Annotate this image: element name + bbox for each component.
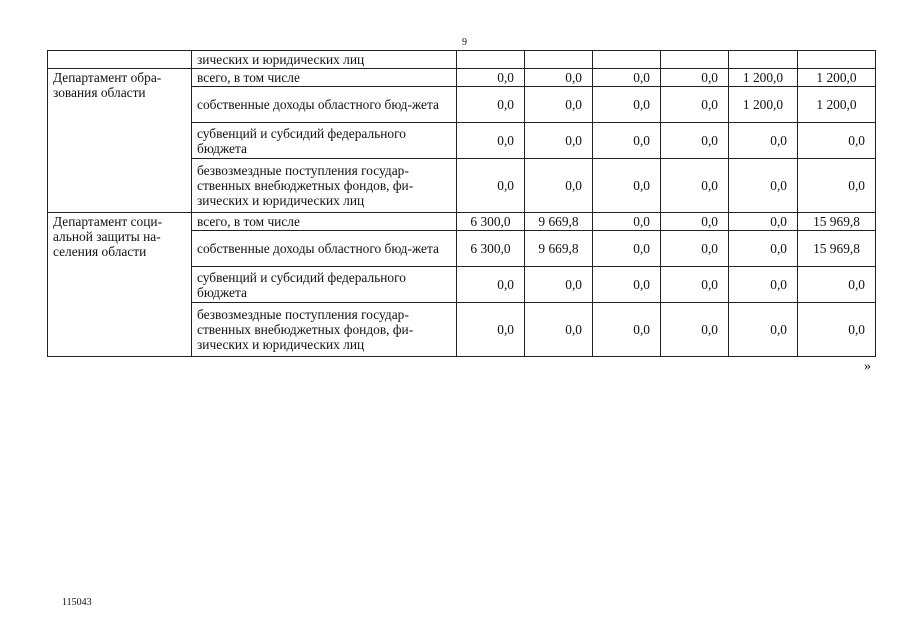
value-cell: 0,0 <box>457 267 525 303</box>
value-cell: 0,0 <box>593 303 661 357</box>
budget-table <box>47 50 876 357</box>
value-cell: 0,0 <box>729 213 798 231</box>
value-cell: 0,0 <box>729 123 798 159</box>
source-cell: зических и юридических лиц <box>192 51 457 69</box>
value-cell: 0,0 <box>798 159 876 213</box>
value-cell: 0,0 <box>661 123 729 159</box>
value-cell: 0,0 <box>457 87 525 123</box>
value-cell: 0,0 <box>593 87 661 123</box>
value-cell: 1 200,0 <box>729 69 798 87</box>
continuation-row <box>48 51 876 69</box>
value-cell: 0,0 <box>525 159 593 213</box>
value-cell: 0,0 <box>593 231 661 267</box>
table-row <box>48 69 876 87</box>
value-cell: 0,0 <box>661 69 729 87</box>
value-cell: 0,0 <box>593 267 661 303</box>
value-cell: 0,0 <box>661 267 729 303</box>
source-cell: всего, в том числе <box>192 213 457 231</box>
value-cell: 6 300,0 <box>457 213 525 231</box>
value-cell: 0,0 <box>661 159 729 213</box>
value-cell: 15 969,8 <box>798 231 876 267</box>
value-cell: 0,0 <box>593 159 661 213</box>
document-code: 115043 <box>62 597 92 608</box>
value-cell: 0,0 <box>661 213 729 231</box>
value-cell: 15 969,8 <box>798 213 876 231</box>
value-cell: 0,0 <box>729 267 798 303</box>
dept-cell-empty <box>48 51 192 69</box>
source-cell: собственные доходы областного бюд-жета <box>192 87 457 123</box>
value-cell: 0,0 <box>729 231 798 267</box>
value-cell: 6 300,0 <box>457 231 525 267</box>
value-cell: 0,0 <box>798 123 876 159</box>
value-cell: 1 200,0 <box>798 87 876 123</box>
closing-quote: » <box>864 359 871 374</box>
value-cell: 0,0 <box>457 159 525 213</box>
value-cell: 0,0 <box>798 303 876 357</box>
value-cell: 0,0 <box>729 159 798 213</box>
table-row <box>48 213 876 231</box>
value-cell: 9 669,8 <box>525 213 593 231</box>
value-cell: 0,0 <box>661 87 729 123</box>
value-cell: 0,0 <box>661 231 729 267</box>
department-name: Департамент обра-зования области <box>48 69 192 213</box>
page-number: 9 <box>462 37 467 48</box>
source-cell: субвенций и субсидий федерального бюджета <box>192 267 457 303</box>
value-cell: 0,0 <box>593 123 661 159</box>
value-cell: 0,0 <box>593 213 661 231</box>
value-cell: 1 200,0 <box>729 87 798 123</box>
source-cell: всего, в том числе <box>192 69 457 87</box>
department-name: Департамент соци-альной защиты на-селения области <box>48 213 192 357</box>
value-cell: 1 200,0 <box>798 69 876 87</box>
source-cell: собственные доходы областного бюд-жета <box>192 231 457 267</box>
value-cell: 0,0 <box>525 87 593 123</box>
value-cell: 0,0 <box>525 123 593 159</box>
value-cell: 0,0 <box>798 267 876 303</box>
value-cell: 0,0 <box>457 69 525 87</box>
value-cell: 0,0 <box>593 69 661 87</box>
value-cell: 0,0 <box>525 303 593 357</box>
value-cell: 0,0 <box>457 303 525 357</box>
value-cell: 0,0 <box>525 69 593 87</box>
source-cell: безвозмездные поступления государ-ственных внебюджетных фондов, фи-зических и юридических лиц <box>192 303 457 357</box>
value-cell: 0,0 <box>525 267 593 303</box>
source-cell: субвенций и субсидий федерального бюджета <box>192 123 457 159</box>
value-cell: 9 669,8 <box>525 231 593 267</box>
value-cell: 0,0 <box>729 303 798 357</box>
value-cell: 0,0 <box>457 123 525 159</box>
value-cell: 0,0 <box>661 303 729 357</box>
source-cell: безвозмездные поступления государ-ственных внебюджетных фондов, фи-зических и юридических лиц <box>192 159 457 213</box>
